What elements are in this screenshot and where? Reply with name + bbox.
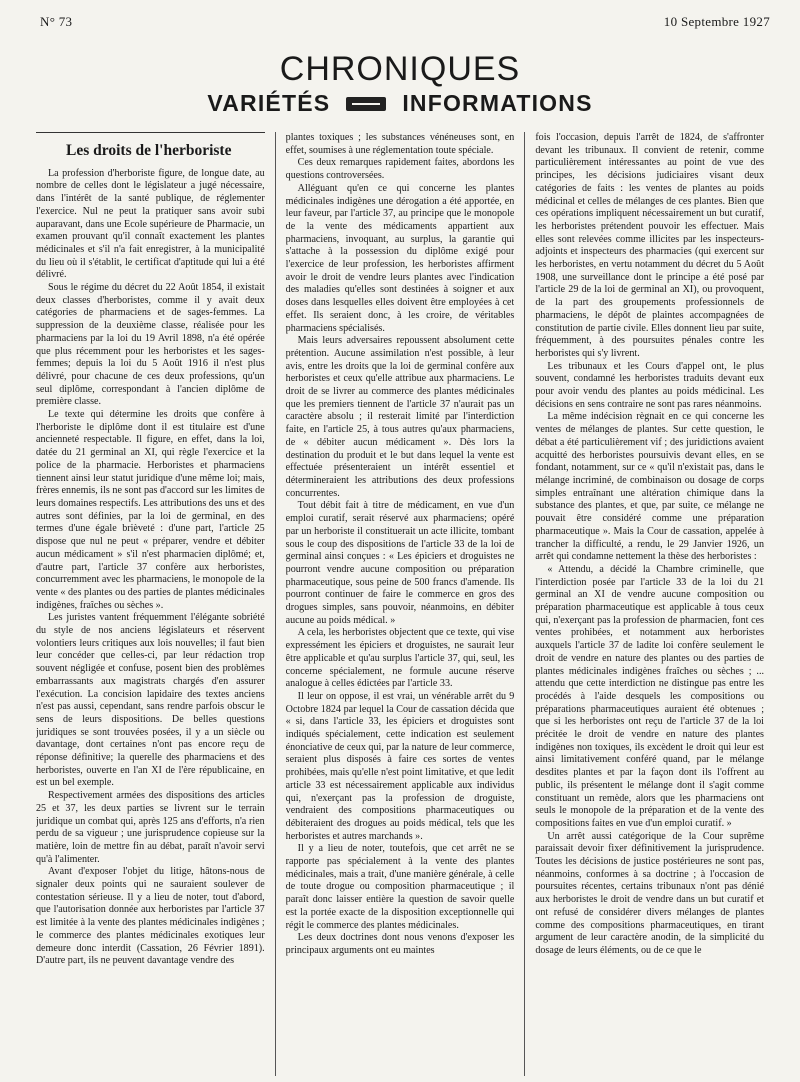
column-divider [275, 132, 276, 1076]
paragraph: Sous le régime du décret du 22 Août 1854, il existait deux classes d'herboristes, comme il y avait deux catégories de pharmaciens et de sages-femmes. La suppression de la deuxième classe, réalisée pour les pharmaciens par la loi du 19 Avril 1898, n'a été opérée que plus récemment pour les herboristes et les sages-femmes; depuis la loi du 5 Août 1916 il n'est plus délivré, pour chacune de ces deux professions, qu'un seul diplôme, correspondant à l'ancien diplôme de première classe. [36, 282, 265, 408]
issue-number: N° 73 [40, 14, 73, 29]
article-columns [36, 132, 764, 1076]
column-divider [524, 132, 525, 1076]
paragraph: « Attendu, a décidé la Chambre criminelle, que l'interdiction posée par l'article 33 de la loi du 21 germinal an XI de vendre aucune composition ou préparation pharmaceutique est applicable à tous ceux qui, n'exerçant pas la profession de pharmacien, font ces ventes prohibées, et notamment aux herboristes auxquels l'article 37 de ladite loi confère seulement le droit de vendre en nature des plantes ou des parties de plantes médicinales indigènes fraîches ou sèches ; ... attendu que cette interdiction ne distingue pas entre les procédés à l'aide desquels les compositions ou préparations pharmaceutiques auraient été obtenues ; que si les herboristes ont reçu de l'article 37 de la loi précitée le droit de vendre en nature des plantes indigènes non toxiques, ils excèdent le droit qui leur est ainsi limitativement conféré quand, par le mélange desdites plantes et par la façon dont ils l'offrent au public, ils présentent le mélange dont il s'agit comme constituant un remède, alors que les pharmaciens ont seuls le monopole de la préparation et de la vente des compositions faites en vue d'un emploi curatif. » [535, 563, 764, 829]
subtitle-right: INFORMATIONS [402, 90, 593, 116]
page-header [40, 14, 770, 30]
masthead [0, 52, 800, 117]
paragraph: plantes toxiques ; les substances vénéneuses sont, en effet, soumises à une réglementation toute spéciale. [285, 132, 515, 156]
paragraph: Respectivement armées des dispositions des articles 25 et 37, les deux parties se livrent sur le terrain juridique un combat qui, après 125 ans d'efforts, n'a rien perdu de sa vigueur ; une jurisprudence copieuse sur la matière, loin de mettre fin au débat, paraît n'avoir servi qu'à l'alimenter. [36, 790, 265, 865]
paragraph: Les deux doctrines dont nous venons d'exposer les principaux arguments ont eu maintes [285, 932, 515, 956]
paragraph: La profession d'herboriste figure, de longue date, au nombre de celles dont le législateur a jugé nécessaire, dans l'intérêt de la santé publique, de réglementer l'exercice. Nul ne peut la pratiquer sans avoir subi auparavant, dans une Ecole supérieure de Pharmacie, un examen prouvant qu'il connaît exactement les plantes médicinales et s'il n'a fait enregistrer, à la municipalité du lieu où il s'établit, le certificat d'aptitude qui lui a été délivré. [36, 167, 265, 281]
article-title: Les droits de l'herboriste [66, 142, 232, 159]
paragraph: Les juristes vantent fréquemment l'élégante sobriété du style de nos anciens législateurs et réservent volontiers leurs critiques aux lois nouvelles; il faut bien leur concéder que celles-ci, par leur rédaction trop souvent négligée et confuse, posent bien des problèmes embarrassants aux magistrats chargés d'en assurer l'exécution. La concision lapidaire des textes anciens n'est pas aussi, cependant, sans rendre parfois obscur le sens de leurs dispositions. De belles questions juridiques se sont trouvées posées, il y a un siècle ou davantage, dont certaines n'ont pas encore reçu de réponse définitive; la querelle des pharmaciens et des herboristes, ouverte en l'an XI de l'ère républicaine, en est un bel exemple. [36, 612, 265, 789]
paragraph: Il y a lieu de noter, toutefois, que cet arrêt ne se rapporte pas spécialement à la vente des plantes médicinales, mais a trait, d'une manière générale, à celle de toute drogue ou composition pharmaceutique ; il paraît donc laisser entière la question de savoir quelle est la portée exacte de la disposition exceptionnelle qui régit le commerce des plantes médicinales. [285, 843, 515, 931]
section-subtitle [0, 90, 800, 117]
paragraph: Alléguant qu'en ce qui concerne les plantes médicinales indigènes une dérogation a été apportée, en leur faveur, par l'article 37, au principe que le monopole de la vente des médicaments appartient aux pharmaciens, invoquant, au surplus, la garantie qui s'attache à la possession du diplôme exigé pour l'exercice de leur profession, les herboristes affirment avoir le droit de vendre leurs plantes avec l'indication des maladies qu'elles sont destinées à soigner et aux doses dans lesquelles elles doivent être employées à cet effet. Ils seraient donc, à les croire, de véritables pharmaciens spécialisés. [285, 182, 515, 334]
paragraph: fois l'occasion, depuis l'arrêt de 1824, de s'affronter devant les tribunaux. Il convient de retenir, comme particulièrement intéressantes au point de vue des principes, les décisions judiciaires visant deux catégories de faits : les ventes de plantes au poids médicinal et celles de mélanges de ces plantes. Bien que ces opérations impliquent nécessairement un but curatif, les herboristes prétendent pouvoir les effectuer. Mais elles sont relevées comme illicites par les inspecteurs-adjoints et inspecteurs des pharmacies (qui exercent sur les herboristes, en vertu notamment du décret du 5 Août 1908, une surveillance dont le principe a été posé par l'article 29 de la loi de germinal an XI), ou provoquent, de la part des groupements professionnels de pharmaciens, le dépôt de plaintes accompagnées de constitution de partie civile. Elles donnent lieu par suite, fréquemment, à des poursuites pénales contre les herboristes qui s'y livrent. [535, 132, 764, 359]
paragraph: Les tribunaux et les Cours d'appel ont, le plus souvent, condamné les herboristes traduits devant eux pour avoir vendu des plantes au poids médicinal. Les décisions en sens contraire ne sont pas rares néanmoins. [535, 360, 764, 410]
title-rule [36, 132, 265, 133]
section-title: CHRONIQUES [279, 50, 521, 88]
issue-date: 10 Septembre 1927 [663, 14, 770, 29]
paragraph: Ces deux remarques rapidement faites, abordons les questions controversées. [285, 157, 515, 182]
paragraph: Tout débit fait à titre de médicament, en vue d'un emploi curatif, serait réservé aux pharmaciens; opéré par un herboriste il constituerait un acte illicite, tombant sous le coup des dispositions de l'article 33 de la loi de germinal ainsi conçues : « Les épiciers et droguistes ne pourront vendre aucune composition ou préparation pharmaceutique, sous peine de 500 francs d'amende. Ils pourront continuer de faire le commerce en gros des drogues simples, sans pouvoir, néanmoins, en débiter aucune au poids médical. » [285, 500, 515, 626]
paragraph: A cela, les herboristes objectent que ce texte, qui vise expressément les épiciers et droguistes, ne saurait leur être applicable et qu'au surplus l'article 37, qui, seul, les concerne spécialement, ne formule aucune réserve analogue à celles édictées par l'article 33. [285, 627, 515, 690]
paragraph: Il leur on oppose, il est vrai, un vénérable arrêt du 9 Octobre 1824 par lequel la Cour de cassation décida que « si, dans l'article 33, les épiciers et droguistes sont indiqués spécialement, cette indication est seulement énonciative de ceux qui, par la nature de leur commerce, seraient plus disposés à faire ces sortes de ventes prohibées, mais qu'elle n'est point limitative, et que ledit article 33 est nécessairement applicable aux individus qui, n'exerçant pas la profession de droguiste, vendraient des compositions pharmaceutiques ou débiteraient des drogues au poids médical, tels que les herboristes et autres marchands ». [285, 690, 515, 842]
paragraph: Avant d'exposer l'objet du litige, hâtons-nous de signaler deux points qui ne sauraient soulever de contestation sérieuse. Il y a lieu de noter, tout d'abord, que l'autorisation donnée aux herboristes par l'article 37 est limitée à la vente des plantes médicinales indigènes ; le commerce des plantes médicinales exotiques leur demeure donc interdit (Cassation, 26 Février 1891). D'autre part, ils ne peuvent davantage vendre des [36, 866, 265, 967]
column-1 [36, 132, 265, 1076]
ornament-icon [346, 97, 386, 111]
paragraph: Mais leurs adversaires repoussent absolument cette prétention. Aucune assimilation n'est possible, à leur avis, entre les droits que la loi de germinal confère aux herboristes et ceux qu'elle attribue aux pharmaciens. Le droit de se livrer au commerce des plantes médicinales que les premiers tiennent de l'article 37 n'aurait pas un caractère absolu ; il resterait limité par l'interdiction faite, en l'article 25, à tous autres qu'aux pharmaciens, de « débiter aucun médicament ». Dès lors la destination du produit et le but dans lequel la vente est effectuée présenteraient un intérêt essentiel et détermineraient les attributions des deux professions concurrentes. [285, 335, 515, 499]
column-3 [535, 132, 764, 1076]
column-2 [286, 132, 515, 1076]
paragraph: La même indécision règnait en ce qui concerne les ventes de mélanges de plantes. Sur cette question, le débat a été particulièrement vif ; des juridictions avaient acquitté des herboristes poursuivis devant elles, en se fondant, notamment, sur ce « qu'il n'existait pas, dans le mélange incriminé, de combinaison ou dosage de corps simples entraînant une altération chimique dans la substance des plantes, et que, par suite, ce mélange ne pouvait être considéré comme une préparation pharmaceutique ». Mais la Cour de cassation, appelée à trancher la difficulté, a rendu, le 29 Janvier 1926, un arrêt qui condamne nettement la thèse des herboristes : [535, 411, 764, 563]
subtitle-left: VARIÉTÉS [207, 90, 331, 116]
paragraph: Un arrêt aussi catégorique de la Cour suprême paraissait devoir fixer définitivement la jurisprudence. Toutes les décisions de justice postérieures ne sont pas, néanmoins, conformes à sa doctrine ; à l'occasion de poursuites récentes, certains tribunaux n'ont pas dénié aux herboristes le droit de vendre dans un but curatif et ont refusé de considérer divers mélanges de plantes comme des compositions pharmaceutiques, en tirant argument de leur caractère anodin, de la simplicité du dosage de leurs éléments, ou de ce que le [535, 830, 764, 956]
paragraph: Le texte qui détermine les droits que confère à l'herboriste le diplôme dont il est titulaire est d'une ancienneté respectable. Il figure, en effet, dans la loi, datée du 21 germinal an XI, qui règle l'exercice et la police de la pharmacie. Herboristes et pharmaciens tiennent ainsi leur statut juridique d'une même loi; mais, frères ennemis, ils ne sont pas d'accord sur les limites de leurs domaines respectifs. Les attributions des uns et des autres sont définies, par la loi de germinal, en des termes d'une égale brièveté : d'une part, l'article 25 dispose que nul ne peut « préparer, vendre et débiter aucun médicament » s'il n'est pharmacien diplômé; et, d'autre part, l'article 37 confère aux herboristes, concurremment avec les pharmaciens, le monopole de la vente « des plantes ou des parties de plantes médicinales indigènes, fraîches ou sèches ». [36, 409, 265, 611]
